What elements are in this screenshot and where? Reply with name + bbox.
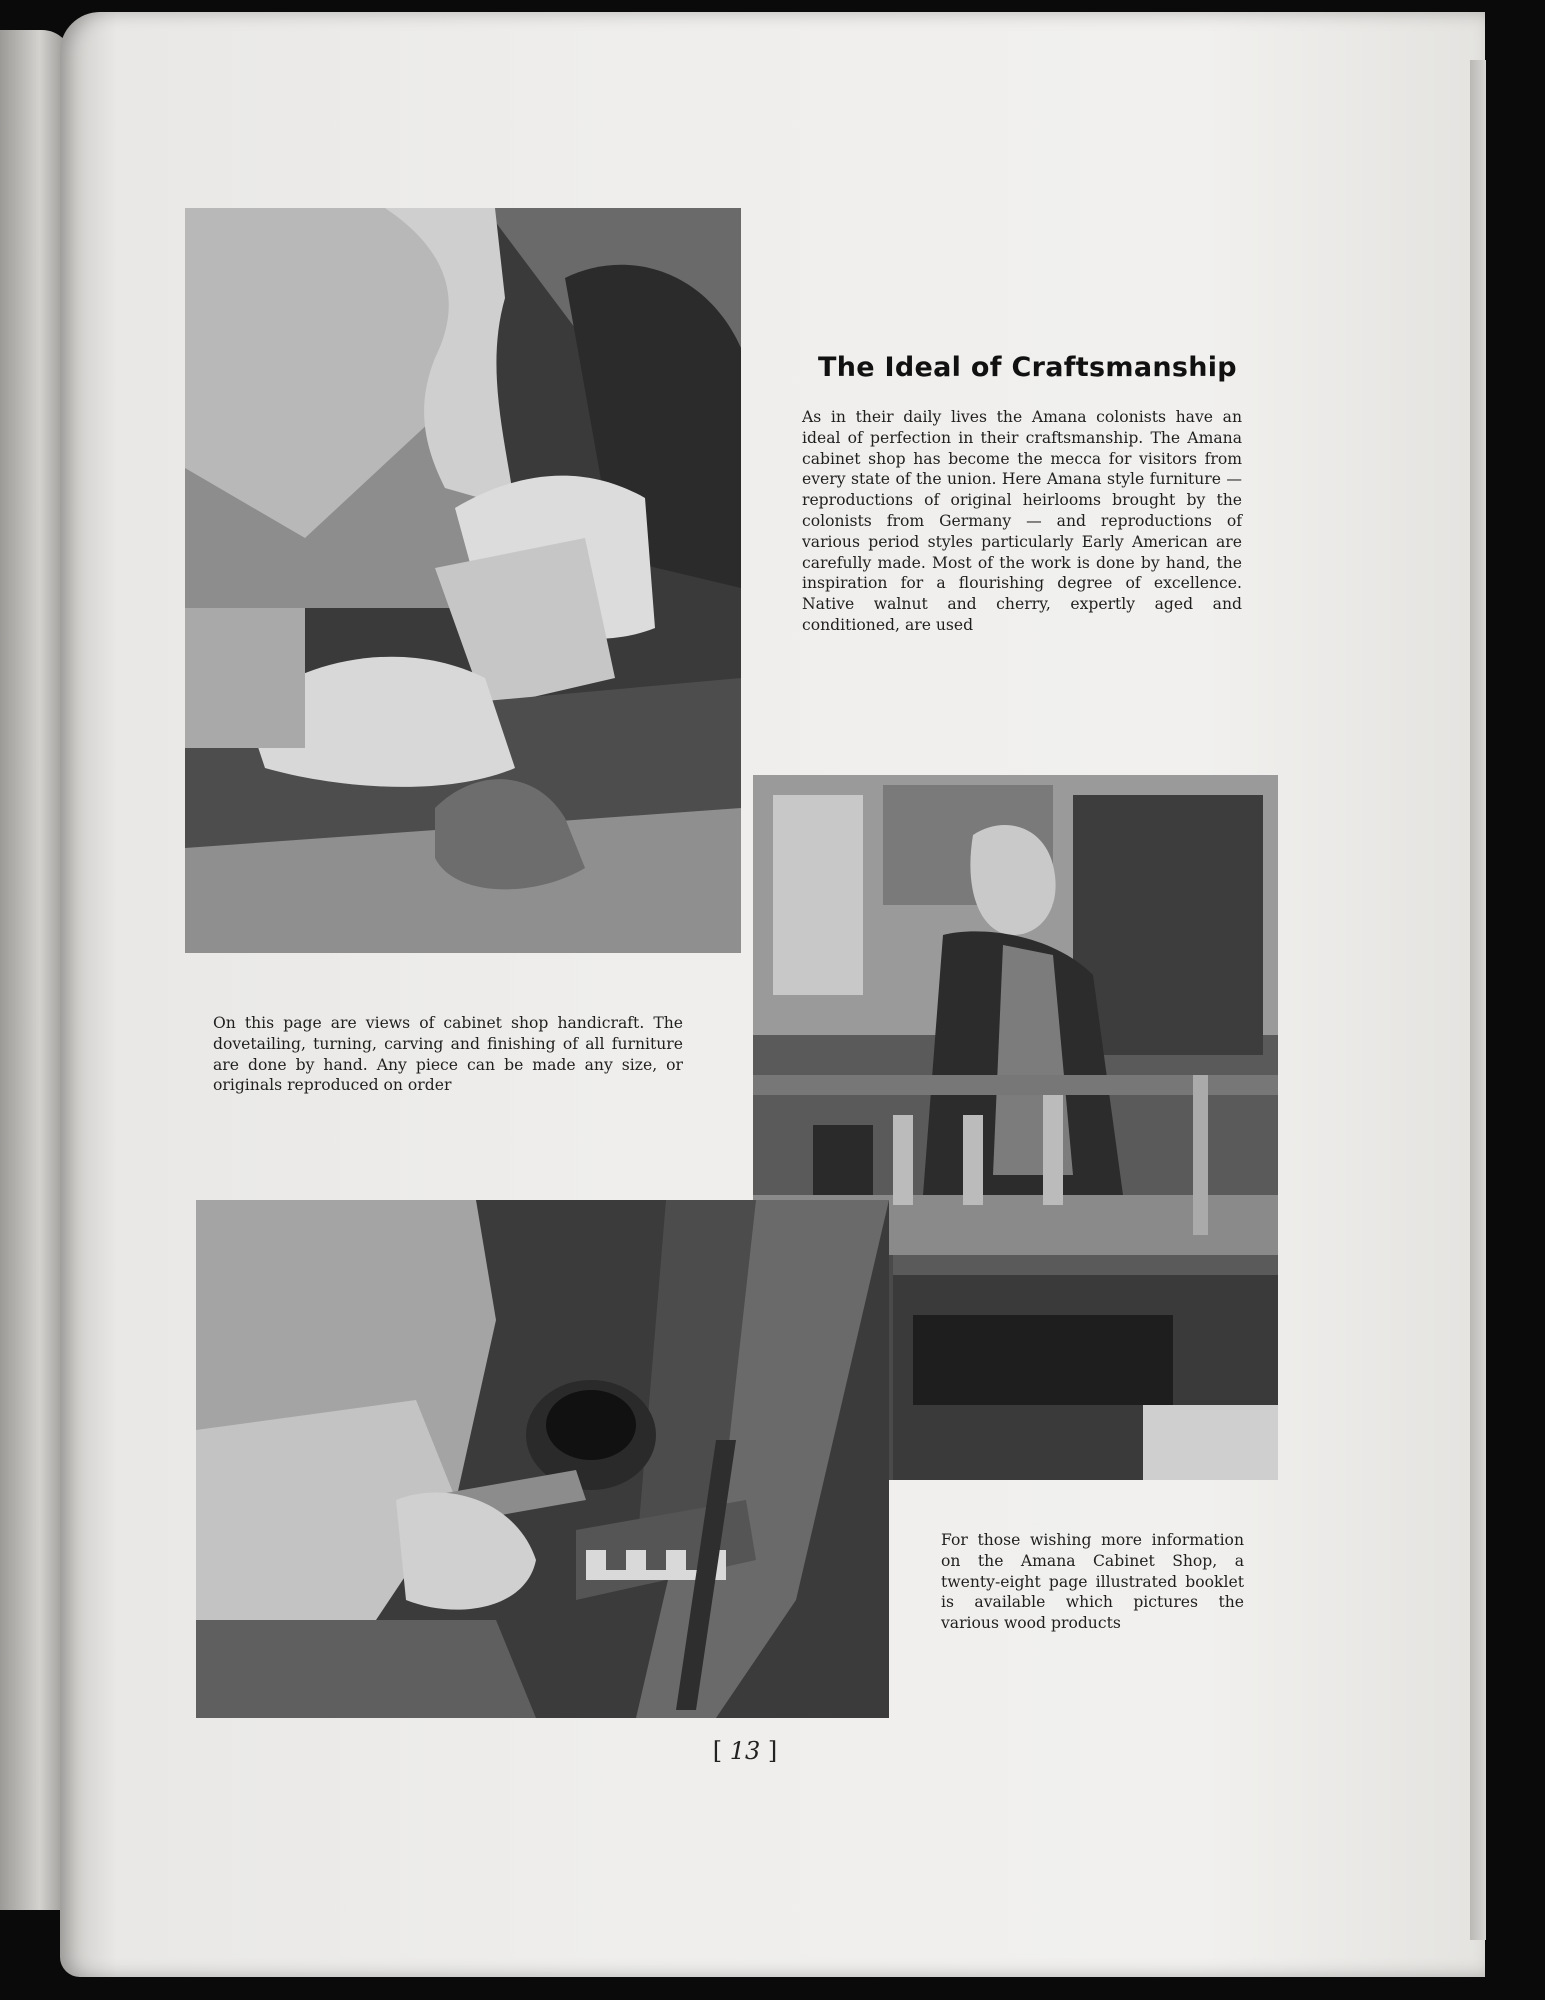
caption-booklet-info: For those wishing more information on the Amana Cabinet Shop, a twenty-eight page illustrated booklet is available which pictures the various wood products xyxy=(941,1531,1244,1633)
photo-dovetailing xyxy=(196,1200,889,1718)
page-number xyxy=(700,1737,790,1765)
bracket-open: [ xyxy=(712,1737,723,1765)
page-stack-edge xyxy=(1470,60,1486,1940)
page-number-value: 13 xyxy=(729,1737,761,1765)
bracket-close: ] xyxy=(767,1737,778,1765)
article-body: As in their daily lives the Amana colonists have an ideal of perfection in their craftsmanship. The Amana cabinet shop has become the mecca for visitors from every state of the union. Here Amana style furniture — reproductions of original heirlooms brought by the colonists from Germany — and reproductions of various period styles particularly Early American are carefully made. Most of the work is done by hand, the inspiration for a flourishing degree of excellence. Native walnut and cherry, expertly aged and conditioned, are used xyxy=(802,408,1242,634)
caption-cabinet-views: On this page are views of cabinet shop handicraft. The dovetailing, turning, carving and finishing of all furniture are done by hand. Any piece can be made any size, or originals reproduced on order xyxy=(213,1014,683,1095)
photo-hands-turning xyxy=(185,208,741,953)
article-title: The Ideal of Craftsmanship xyxy=(818,352,1237,383)
